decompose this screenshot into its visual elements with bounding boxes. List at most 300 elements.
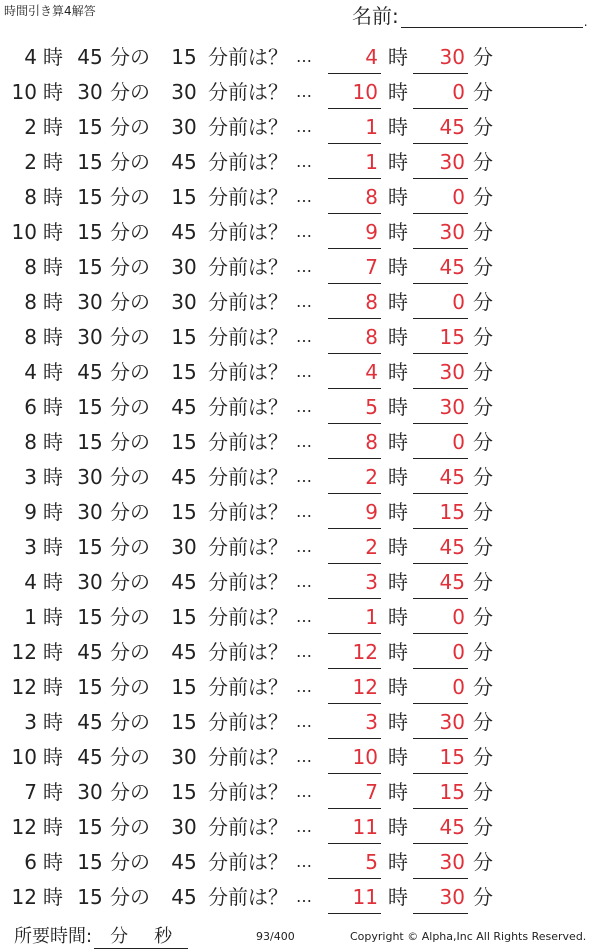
answer-hour-blank[interactable] xyxy=(328,213,381,214)
problem-minute: 15 xyxy=(77,220,103,244)
subtract-minutes: 45 xyxy=(171,640,197,664)
problem-row xyxy=(0,565,600,600)
answer-minute-blank[interactable] xyxy=(413,773,468,774)
answer-hour-blank[interactable] xyxy=(328,73,381,74)
answer-hour-blank[interactable] xyxy=(328,563,381,564)
minute-of-label: 分の xyxy=(110,220,150,244)
problem-minute: 15 xyxy=(77,150,103,174)
answer-hour-blank[interactable] xyxy=(328,458,381,459)
answer-hour-label: 時 xyxy=(388,45,408,69)
answer-hour-label: 時 xyxy=(388,535,408,559)
answer-minute-label: 分 xyxy=(473,325,493,349)
copyright-notice: Copyright © Alpha,Inc All Rights Reserved. xyxy=(350,930,587,943)
ellipsis: … xyxy=(296,257,312,276)
minute-of-label: 分の xyxy=(110,325,150,349)
answer-minute-label: 分 xyxy=(473,535,493,559)
problem-row xyxy=(0,460,600,495)
answer-minute-label: 分 xyxy=(473,80,493,104)
minute-of-label: 分の xyxy=(110,430,150,454)
problem-minute: 30 xyxy=(77,465,103,489)
problem-hour: 4 xyxy=(24,360,37,384)
answer-hour-label: 時 xyxy=(388,570,408,594)
hour-label: 時 xyxy=(43,430,63,454)
ellipsis: … xyxy=(296,292,312,311)
hour-label: 時 xyxy=(43,185,63,209)
minutes-before-label: 分前は？ xyxy=(208,535,288,559)
problem-minute: 15 xyxy=(77,605,103,629)
minute-of-label: 分の xyxy=(110,45,150,69)
problem-minute: 45 xyxy=(77,360,103,384)
answer-hour-label: 時 xyxy=(388,150,408,174)
answer-hour-blank[interactable] xyxy=(328,143,381,144)
answer-minute-blank[interactable] xyxy=(413,318,468,319)
answer-hour-blank[interactable] xyxy=(328,353,381,354)
minute-of-label: 分の xyxy=(110,640,150,664)
answer-minute-blank[interactable] xyxy=(413,73,468,74)
answer-minute-label: 分 xyxy=(473,430,493,454)
problem-row xyxy=(0,810,600,845)
problem-hour: 6 xyxy=(24,850,37,874)
time-required xyxy=(14,922,188,949)
answer-hour: 4 xyxy=(365,45,378,69)
answer-hour-label: 時 xyxy=(388,185,408,209)
problem-row xyxy=(0,600,600,635)
hour-label: 時 xyxy=(43,465,63,489)
answer-hour: 7 xyxy=(365,255,378,279)
answer-minute-blank[interactable] xyxy=(413,633,468,634)
subtract-minutes: 30 xyxy=(171,80,197,104)
answer-hour-label: 時 xyxy=(388,710,408,734)
answer-minute-blank[interactable] xyxy=(413,913,468,914)
problem-minute: 45 xyxy=(77,745,103,769)
subtract-minutes: 45 xyxy=(171,885,197,909)
minute-of-label: 分の xyxy=(110,255,150,279)
problem-hour: 8 xyxy=(24,430,37,454)
answer-hour-blank[interactable] xyxy=(328,703,381,704)
problem-row xyxy=(0,635,600,670)
ellipsis: … xyxy=(296,607,312,626)
answer-hour: 10 xyxy=(352,745,378,769)
subtract-minutes: 45 xyxy=(171,465,197,489)
answer-minute-label: 分 xyxy=(473,185,493,209)
problem-row xyxy=(0,145,600,180)
minutes-before-label: 分前は？ xyxy=(208,185,288,209)
hour-label: 時 xyxy=(43,885,63,909)
name-input-line[interactable] xyxy=(401,7,583,28)
answer-minute: 30 xyxy=(439,885,465,909)
answer-hour-blank[interactable] xyxy=(328,878,381,879)
answer-minute: 0 xyxy=(452,430,465,454)
answer-minute-label: 分 xyxy=(473,745,493,769)
hour-label: 時 xyxy=(43,360,63,384)
answer-minute: 0 xyxy=(452,640,465,664)
minute-of-label: 分の xyxy=(110,500,150,524)
subtract-minutes: 45 xyxy=(171,150,197,174)
hour-label: 時 xyxy=(43,255,63,279)
answer-minute: 0 xyxy=(452,605,465,629)
minutes-before-label: 分前は？ xyxy=(208,640,288,664)
answer-minute: 15 xyxy=(439,500,465,524)
problem-hour: 10 xyxy=(11,220,37,244)
answer-hour: 7 xyxy=(365,780,378,804)
answer-hour-label: 時 xyxy=(388,290,408,314)
answer-minute-label: 分 xyxy=(473,605,493,629)
ellipsis: … xyxy=(296,432,312,451)
answer-minute-blank[interactable] xyxy=(413,528,468,529)
hour-label: 時 xyxy=(43,640,63,664)
subtract-minutes: 15 xyxy=(171,605,197,629)
answer-hour: 1 xyxy=(365,605,378,629)
ellipsis: … xyxy=(296,712,312,731)
answer-minute-blank[interactable] xyxy=(413,878,468,879)
problem-hour: 2 xyxy=(24,115,37,139)
ellipsis: … xyxy=(296,747,312,766)
hour-label: 時 xyxy=(43,535,63,559)
answer-minute-blank[interactable] xyxy=(413,248,468,249)
problem-row xyxy=(0,75,600,110)
minutes-before-label: 分前は？ xyxy=(208,815,288,839)
minutes-before-label: 分前は？ xyxy=(208,570,288,594)
answer-minute-label: 分 xyxy=(473,465,493,489)
ellipsis: … xyxy=(296,397,312,416)
answer-minute-blank[interactable] xyxy=(413,563,468,564)
hour-label: 時 xyxy=(43,150,63,174)
answer-hour-label: 時 xyxy=(388,255,408,279)
subtract-minutes: 15 xyxy=(171,45,197,69)
minutes-before-label: 分前は？ xyxy=(208,500,288,524)
minute-of-label: 分の xyxy=(110,570,150,594)
problem-hour: 12 xyxy=(11,640,37,664)
problem-minute: 15 xyxy=(77,535,103,559)
answer-minute-blank[interactable] xyxy=(413,108,468,109)
answer-minute-blank[interactable] xyxy=(413,598,468,599)
answer-minute-blank[interactable] xyxy=(413,423,468,424)
answer-minute: 30 xyxy=(439,45,465,69)
minutes-before-label: 分前は？ xyxy=(208,780,288,804)
answer-hour: 2 xyxy=(365,535,378,559)
answer-minute: 0 xyxy=(452,185,465,209)
answer-hour-blank[interactable] xyxy=(328,493,381,494)
answer-minute-blank[interactable] xyxy=(413,213,468,214)
problem-row xyxy=(0,705,600,740)
answer-minute-blank[interactable] xyxy=(413,738,468,739)
minute-of-label: 分の xyxy=(110,360,150,384)
problem-minute: 15 xyxy=(77,675,103,699)
hour-label: 時 xyxy=(43,395,63,419)
answer-minute-blank[interactable] xyxy=(413,143,468,144)
answer-hour: 9 xyxy=(365,220,378,244)
minute-of-label: 分の xyxy=(110,80,150,104)
name-label: 名前: xyxy=(352,4,399,28)
problem-hour: 2 xyxy=(24,150,37,174)
problem-minute: 15 xyxy=(77,255,103,279)
answer-hour-blank[interactable] xyxy=(328,773,381,774)
problem-hour: 1 xyxy=(24,605,37,629)
problem-minute: 15 xyxy=(77,850,103,874)
answer-hour: 8 xyxy=(365,325,378,349)
problem-minute: 30 xyxy=(77,780,103,804)
ellipsis: … xyxy=(296,642,312,661)
answer-minute-blank[interactable] xyxy=(413,353,468,354)
answer-minute-label: 分 xyxy=(473,815,493,839)
problem-row xyxy=(0,530,600,565)
answer-minute-blank[interactable] xyxy=(413,178,468,179)
minute-unit: 分 xyxy=(110,926,129,947)
minutes-before-label: 分前は？ xyxy=(208,255,288,279)
minutes-before-label: 分前は？ xyxy=(208,430,288,454)
time-required-field[interactable] xyxy=(94,922,188,949)
answer-hour-label: 時 xyxy=(388,675,408,699)
problem-hour: 10 xyxy=(11,80,37,104)
problem-hour: 8 xyxy=(24,290,37,314)
ellipsis: … xyxy=(296,47,312,66)
answer-hour-label: 時 xyxy=(388,500,408,524)
answer-minute: 45 xyxy=(439,815,465,839)
problem-row xyxy=(0,40,600,75)
answer-minute-label: 分 xyxy=(473,290,493,314)
hour-label: 時 xyxy=(43,45,63,69)
problem-minute: 45 xyxy=(77,640,103,664)
answer-minute-blank[interactable] xyxy=(413,388,468,389)
subtract-minutes: 45 xyxy=(171,220,197,244)
problem-hour: 12 xyxy=(11,675,37,699)
problem-row xyxy=(0,740,600,775)
hour-label: 時 xyxy=(43,675,63,699)
subtract-minutes: 30 xyxy=(171,535,197,559)
problem-row xyxy=(0,285,600,320)
subtract-minutes: 15 xyxy=(171,780,197,804)
answer-hour-label: 時 xyxy=(388,605,408,629)
problem-hour: 8 xyxy=(24,255,37,279)
subtract-minutes: 15 xyxy=(171,710,197,734)
problem-row xyxy=(0,180,600,215)
problem-row xyxy=(0,390,600,425)
answer-minute-label: 分 xyxy=(473,570,493,594)
answer-hour-label: 時 xyxy=(388,640,408,664)
minutes-before-label: 分前は？ xyxy=(208,850,288,874)
ellipsis: … xyxy=(296,852,312,871)
problem-hour: 10 xyxy=(11,745,37,769)
name-dot: . xyxy=(583,15,588,29)
answer-hour-blank[interactable] xyxy=(328,843,381,844)
minute-of-label: 分の xyxy=(110,115,150,139)
answer-minute: 30 xyxy=(439,710,465,734)
answer-minute-blank[interactable] xyxy=(413,703,468,704)
problem-row xyxy=(0,320,600,355)
problem-hour: 8 xyxy=(24,325,37,349)
answer-hour: 8 xyxy=(365,430,378,454)
ellipsis: … xyxy=(296,537,312,556)
answer-hour: 12 xyxy=(352,675,378,699)
answer-hour-label: 時 xyxy=(388,80,408,104)
problem-minute: 15 xyxy=(77,115,103,139)
minutes-before-label: 分前は？ xyxy=(208,45,288,69)
problem-row xyxy=(0,425,600,460)
answer-hour: 1 xyxy=(365,115,378,139)
answer-minute-label: 分 xyxy=(473,710,493,734)
problem-row xyxy=(0,775,600,810)
answer-hour-blank[interactable] xyxy=(328,178,381,179)
answer-hour-blank[interactable] xyxy=(328,423,381,424)
page-number: 93/400 xyxy=(256,930,295,943)
hour-label: 時 xyxy=(43,115,63,139)
minute-of-label: 分の xyxy=(110,710,150,734)
answer-hour: 3 xyxy=(365,570,378,594)
answer-hour-blank[interactable] xyxy=(328,318,381,319)
problem-minute: 15 xyxy=(77,185,103,209)
subtract-minutes: 15 xyxy=(171,360,197,384)
minute-of-label: 分の xyxy=(110,465,150,489)
minutes-before-label: 分前は？ xyxy=(208,290,288,314)
answer-hour-label: 時 xyxy=(388,430,408,454)
problem-hour: 7 xyxy=(24,780,37,804)
answer-hour-label: 時 xyxy=(388,115,408,139)
problem-hour: 3 xyxy=(24,465,37,489)
problem-hour: 9 xyxy=(24,500,37,524)
answer-minute: 30 xyxy=(439,220,465,244)
problem-row xyxy=(0,880,600,915)
problem-minute: 15 xyxy=(77,430,103,454)
answer-minute: 15 xyxy=(439,325,465,349)
problem-row xyxy=(0,670,600,705)
problem-hour: 12 xyxy=(11,815,37,839)
problem-row xyxy=(0,250,600,285)
subtract-minutes: 15 xyxy=(171,325,197,349)
problem-minute: 30 xyxy=(77,570,103,594)
ellipsis: … xyxy=(296,782,312,801)
minute-of-label: 分の xyxy=(110,290,150,314)
minutes-before-label: 分前は？ xyxy=(208,150,288,174)
subtract-minutes: 15 xyxy=(171,675,197,699)
answer-minute: 15 xyxy=(439,780,465,804)
answer-minute-blank[interactable] xyxy=(413,283,468,284)
hour-label: 時 xyxy=(43,80,63,104)
answer-minute-label: 分 xyxy=(473,220,493,244)
minutes-before-label: 分前は？ xyxy=(208,220,288,244)
problem-minute: 30 xyxy=(77,290,103,314)
minute-of-label: 分の xyxy=(110,150,150,174)
minute-of-label: 分の xyxy=(110,815,150,839)
answer-minute: 30 xyxy=(439,360,465,384)
minutes-before-label: 分前は？ xyxy=(208,325,288,349)
hour-label: 時 xyxy=(43,710,63,734)
second-unit: 秒 xyxy=(154,926,173,947)
answer-minute-blank[interactable] xyxy=(413,493,468,494)
minutes-before-label: 分前は？ xyxy=(208,675,288,699)
answer-minute-blank[interactable] xyxy=(413,843,468,844)
answer-hour-label: 時 xyxy=(388,780,408,804)
answer-hour: 8 xyxy=(365,290,378,314)
answer-hour-blank[interactable] xyxy=(328,248,381,249)
answer-hour-blank[interactable] xyxy=(328,808,381,809)
answer-hour: 5 xyxy=(365,395,378,419)
answer-hour-blank[interactable] xyxy=(328,633,381,634)
problem-hour: 3 xyxy=(24,535,37,559)
answer-hour-label: 時 xyxy=(388,220,408,244)
minutes-before-label: 分前は？ xyxy=(208,605,288,629)
answer-hour: 11 xyxy=(352,885,378,909)
minutes-before-label: 分前は？ xyxy=(208,710,288,734)
problem-minute: 30 xyxy=(77,80,103,104)
answer-hour: 3 xyxy=(365,710,378,734)
answer-minute-blank[interactable] xyxy=(413,808,468,809)
hour-label: 時 xyxy=(43,570,63,594)
answer-hour-label: 時 xyxy=(388,465,408,489)
answer-minute-label: 分 xyxy=(473,675,493,699)
problem-minute: 15 xyxy=(77,815,103,839)
answer-minute: 45 xyxy=(439,255,465,279)
answer-hour: 1 xyxy=(365,150,378,174)
problem-minute: 30 xyxy=(77,325,103,349)
problem-row xyxy=(0,845,600,880)
minute-of-label: 分の xyxy=(110,535,150,559)
minute-of-label: 分の xyxy=(110,745,150,769)
minutes-before-label: 分前は？ xyxy=(208,115,288,139)
ellipsis: … xyxy=(296,82,312,101)
minute-of-label: 分の xyxy=(110,185,150,209)
minutes-before-label: 分前は？ xyxy=(208,80,288,104)
answer-hour-label: 時 xyxy=(388,395,408,419)
answer-hour: 5 xyxy=(365,850,378,874)
answer-minute-blank[interactable] xyxy=(413,458,468,459)
problem-hour: 4 xyxy=(24,570,37,594)
answer-hour: 4 xyxy=(365,360,378,384)
answer-minute-label: 分 xyxy=(473,115,493,139)
answer-hour-blank[interactable] xyxy=(328,528,381,529)
answer-hour-label: 時 xyxy=(388,885,408,909)
time-required-label: 所要時間: xyxy=(14,926,93,947)
problem-hour: 4 xyxy=(24,45,37,69)
minutes-before-label: 分前は？ xyxy=(208,395,288,419)
answer-minute: 30 xyxy=(439,150,465,174)
ellipsis: … xyxy=(296,887,312,906)
minute-of-label: 分の xyxy=(110,850,150,874)
answer-hour-blank[interactable] xyxy=(328,913,381,914)
ellipsis: … xyxy=(296,222,312,241)
ellipsis: … xyxy=(296,677,312,696)
answer-minute: 30 xyxy=(439,850,465,874)
problem-row xyxy=(0,215,600,250)
subtract-minutes: 15 xyxy=(171,430,197,454)
problem-minute: 15 xyxy=(77,395,103,419)
hour-label: 時 xyxy=(43,290,63,314)
answer-hour-label: 時 xyxy=(388,325,408,349)
answer-minute-label: 分 xyxy=(473,150,493,174)
problem-hour: 12 xyxy=(11,885,37,909)
minutes-before-label: 分前は？ xyxy=(208,465,288,489)
answer-hour-blank[interactable] xyxy=(328,598,381,599)
subtract-minutes: 45 xyxy=(171,850,197,874)
answer-minute-label: 分 xyxy=(473,360,493,384)
answer-hour-blank[interactable] xyxy=(328,388,381,389)
answer-hour-blank[interactable] xyxy=(328,668,381,669)
answer-hour-blank[interactable] xyxy=(328,283,381,284)
minute-of-label: 分の xyxy=(110,885,150,909)
problem-hour: 6 xyxy=(24,395,37,419)
subtract-minutes: 45 xyxy=(171,395,197,419)
answer-minute-blank[interactable] xyxy=(413,668,468,669)
subtract-minutes: 30 xyxy=(171,115,197,139)
minutes-before-label: 分前は？ xyxy=(208,745,288,769)
answer-hour-blank[interactable] xyxy=(328,738,381,739)
answer-hour: 12 xyxy=(352,640,378,664)
ellipsis: … xyxy=(296,817,312,836)
answer-hour-blank[interactable] xyxy=(328,108,381,109)
subtract-minutes: 15 xyxy=(171,500,197,524)
answer-minute: 45 xyxy=(439,465,465,489)
answer-minute-label: 分 xyxy=(473,500,493,524)
answer-hour-label: 時 xyxy=(388,815,408,839)
